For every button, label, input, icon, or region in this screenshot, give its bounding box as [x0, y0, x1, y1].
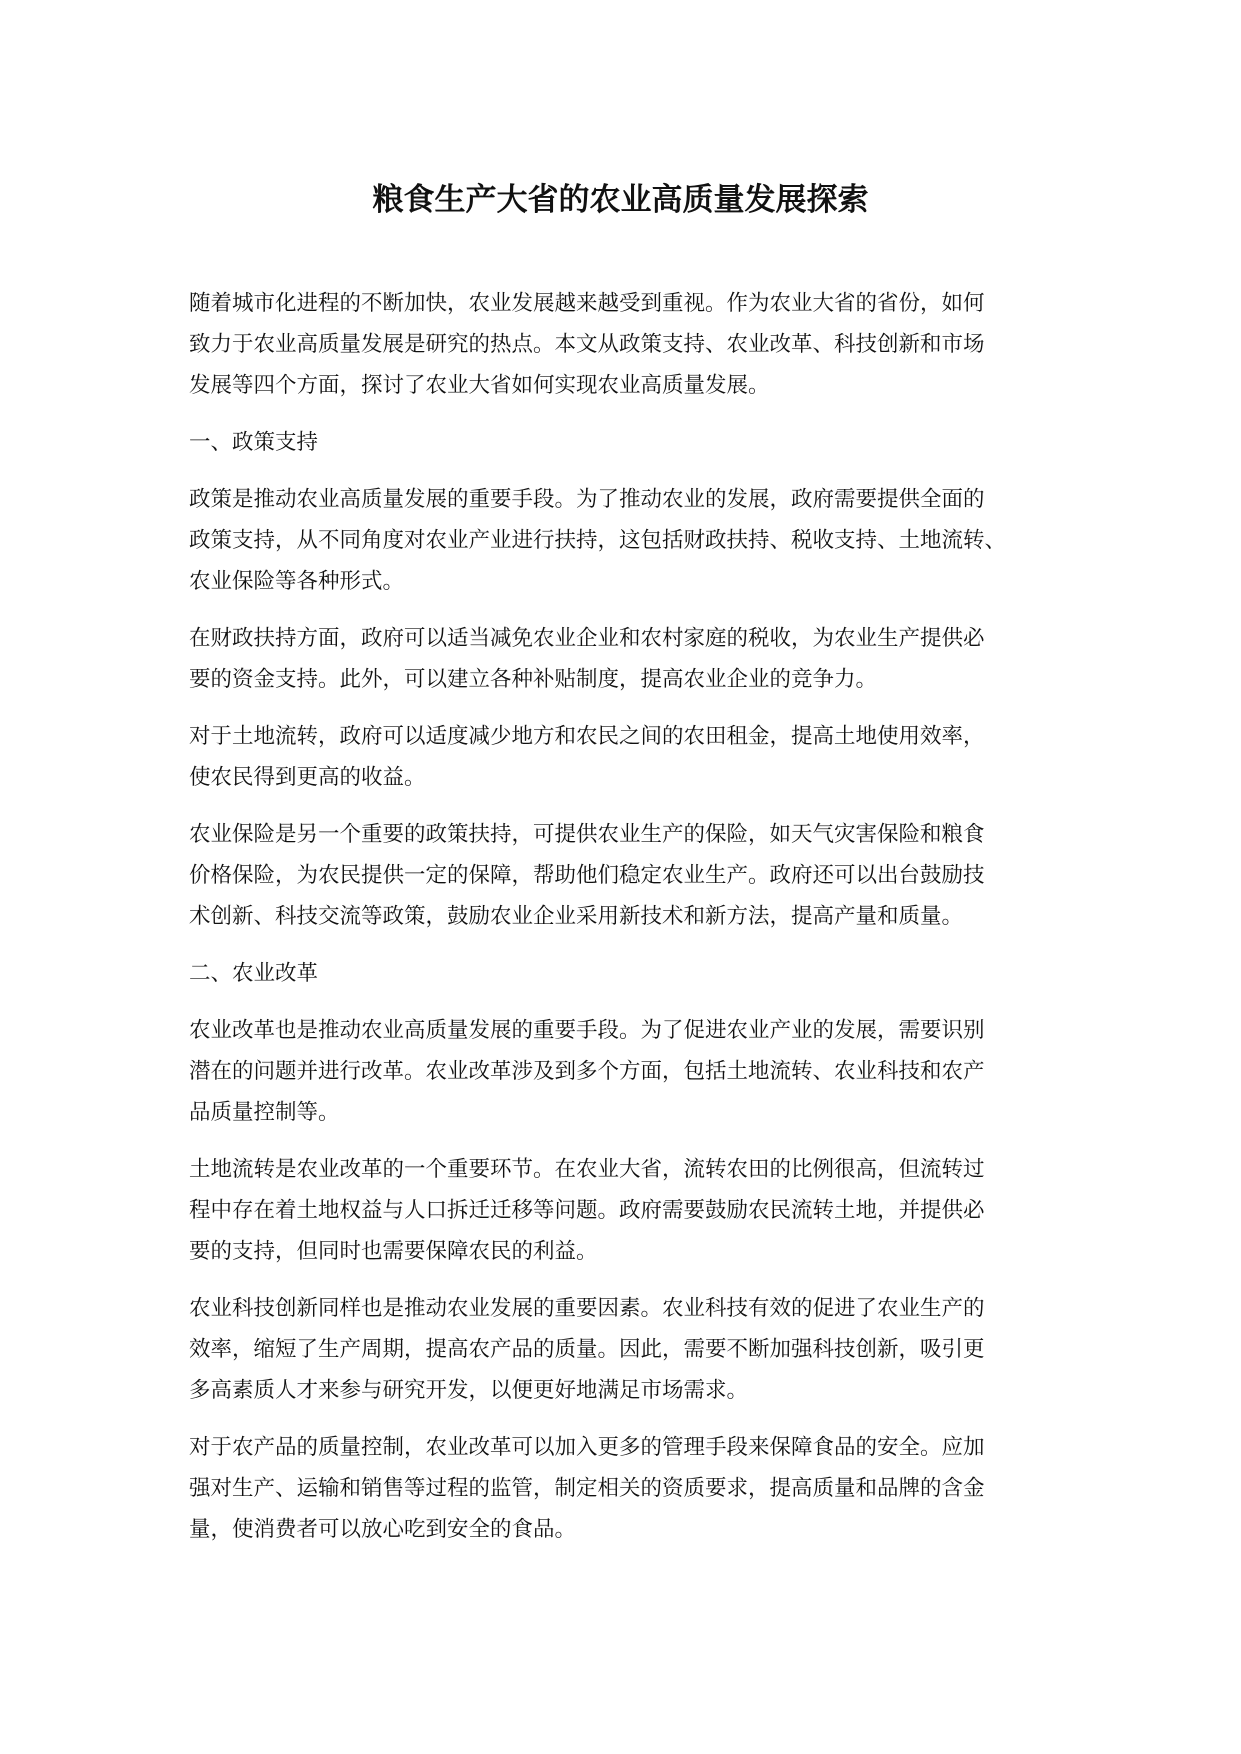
- paragraph-line: 品质量控制等。: [189, 1100, 340, 1125]
- paragraph-line: 土地流转是农业改革的一个重要环节。在农业大省，流转农田的比例很高，但流转过: [189, 1157, 985, 1182]
- agricultural-insurance-paragraph: [189, 814, 1069, 937]
- paragraph-line: 潜在的问题并进行改革。农业改革涉及到多个方面，包括土地流转、农业科技和农产: [189, 1059, 985, 1084]
- paragraph-line: 政策支持，从不同角度对农业产业进行扶持，这包括财政扶持、税收支持、土地流转、: [189, 528, 1007, 553]
- paragraph-line: 多高素质人才来参与研究开发，以便更好地满足市场需求。: [189, 1378, 749, 1403]
- paragraph-line: 价格保险，为农民提供一定的保障，帮助他们稳定农业生产。政府还可以出台鼓励技: [189, 863, 985, 888]
- paragraph-line: 在财政扶持方面，政府可以适当减免农业企业和农村家庭的税收，为农业生产提供必: [189, 626, 985, 651]
- paragraph-line: 农业保险是另一个重要的政策扶持，可提供农业生产的保险，如天气灾害保险和粮食: [189, 822, 985, 847]
- quality-control-paragraph: [189, 1427, 1069, 1550]
- paragraph-line: 农业科技创新同样也是推动农业发展的重要因素。农业科技有效的促进了农业生产的: [189, 1296, 985, 1321]
- technology-innovation-paragraph: [189, 1288, 1069, 1411]
- paragraph-line: 量，使消费者可以放心吃到安全的食品。: [189, 1517, 577, 1542]
- section-heading-policy-support: 一、政策支持: [189, 430, 319, 455]
- section-heading-agricultural-reform: 二、农业改革: [189, 961, 319, 986]
- paragraph-line: 要的支持，但同时也需要保障农民的利益。: [189, 1239, 598, 1264]
- paragraph-line: 致力于农业高质量发展是研究的热点。本文从政策支持、农业改革、科技创新和市场: [189, 332, 985, 357]
- paragraph-line: 发展等四个方面，探讨了农业大省如何实现农业高质量发展。: [189, 373, 770, 398]
- paragraph-line: 使农民得到更高的收益。: [189, 765, 426, 790]
- paragraph-line: 程中存在着土地权益与人口拆迁迁移等问题。政府需要鼓励农民流转土地，并提供必: [189, 1198, 985, 1223]
- policy-paragraph: [189, 479, 1069, 602]
- reform-paragraph: [189, 1010, 1069, 1133]
- paragraph-line: 效率，缩短了生产周期，提高农产品的质量。因此，需要不断加强科技创新，吸引更: [189, 1337, 985, 1362]
- paragraph-line: 农业改革也是推动农业高质量发展的重要手段。为了促进农业产业的发展，需要识别: [189, 1018, 985, 1043]
- paragraph-line: 农业保险等各种形式。: [189, 569, 405, 594]
- paragraph-line: 要的资金支持。此外，可以建立各种补贴制度，提高农业企业的竞争力。: [189, 667, 878, 692]
- intro-paragraph: [189, 283, 1069, 406]
- document-body: [189, 283, 1069, 1566]
- paragraph-line: 强对生产、运输和销售等过程的监管，制定相关的资质要求，提高质量和品牌的含金: [189, 1476, 985, 1501]
- paragraph-line: 随着城市化进程的不断加快，农业发展越来越受到重视。作为农业大省的省份，如何: [189, 291, 985, 316]
- paragraph-line: 政策是推动农业高质量发展的重要手段。为了推动农业的发展，政府需要提供全面的: [189, 487, 985, 512]
- paragraph-line: 对于土地流转，政府可以适度减少地方和农民之间的农田租金，提高土地使用效率，: [189, 724, 985, 749]
- document-title: 粮食生产大省的农业高质量发展探索: [372, 182, 869, 218]
- paragraph-line: 对于农产品的质量控制，农业改革可以加入更多的管理手段来保障食品的安全。应加: [189, 1435, 985, 1460]
- fiscal-support-paragraph: [189, 618, 1069, 700]
- land-transfer-paragraph: [189, 716, 1069, 798]
- paragraph-line: 术创新、科技交流等政策，鼓励农业企业采用新技术和新方法，提高产量和质量。: [189, 904, 964, 929]
- land-reform-paragraph: [189, 1149, 1069, 1272]
